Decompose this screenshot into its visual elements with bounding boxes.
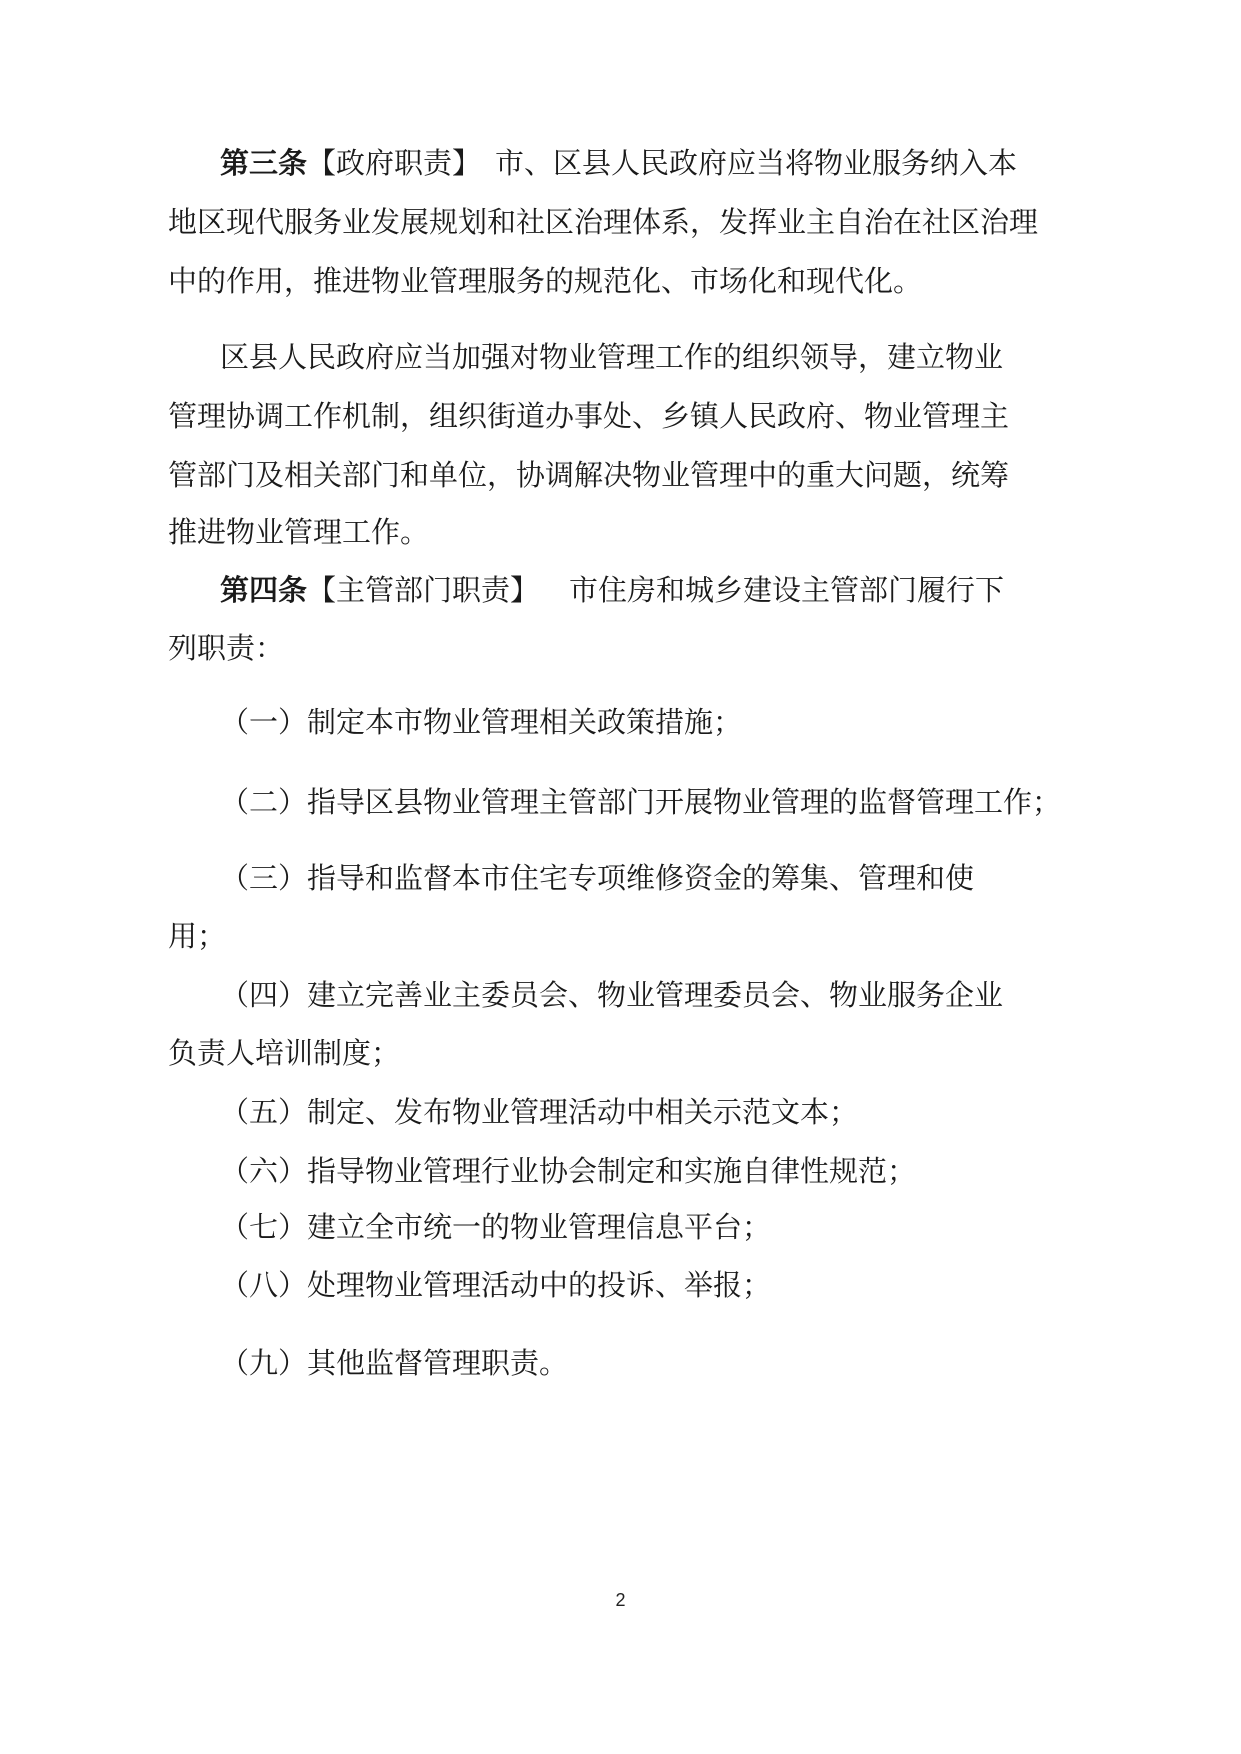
article-3-title: 【政府职责】: [307, 146, 482, 180]
list-item: （九）其他监督管理职责。: [220, 1346, 569, 1380]
article-3-paragraph-2-line: 推进物业管理工作。: [168, 515, 430, 549]
article-4-first-line: [220, 570, 1004, 610]
article-3-paragraph-2-line: 区县人民政府应当加强对物业管理工作的组织领导，建立物业: [220, 340, 1004, 374]
article-3-first-line: [220, 143, 1017, 183]
list-item: （七）建立全市统一的物业管理信息平台；: [220, 1210, 772, 1244]
article-3-text: 市、区县人民政府应当将物业服务纳入本: [495, 146, 1018, 180]
list-item: （一）制定本市物业管理相关政策措施；: [220, 705, 743, 739]
article-4-title: 【主管部门职责】: [307, 573, 540, 607]
article-3-line: 地区现代服务业发展规划和社区治理体系，发挥业主自治在社区治理: [168, 205, 1039, 239]
list-item: （五）制定、发布物业管理活动中相关示范文本；: [220, 1095, 859, 1129]
article-4-heading: 第四条: [220, 573, 308, 607]
list-item: （三）指导和监督本市住宅专项维修资金的筹集、管理和使: [220, 861, 975, 895]
list-item: （六）指导物业管理行业协会制定和实施自律性规范；: [220, 1154, 917, 1188]
article-3-paragraph-2-line: 管部门及相关部门和单位，协调解决物业管理中的重大问题，统筹: [168, 458, 1010, 492]
article-3-paragraph-2-line: 管理协调工作机制，组织街道办事处、乡镇人民政府、物业管理主: [168, 399, 1010, 433]
list-item: （八）处理物业管理活动中的投诉、举报；: [220, 1268, 772, 1302]
list-item: （二）指导区县物业管理主管部门开展物业管理的监督管理工作；: [220, 785, 1062, 819]
article-4-text: 市住房和城乡建设主管部门履行下: [569, 573, 1005, 607]
article-3-line: 中的作用，推进物业管理服务的规范化、市场化和现代化。: [168, 264, 923, 298]
page-number: 2: [615, 1590, 626, 1610]
list-item-continuation: 负责人培训制度；: [168, 1036, 401, 1070]
list-item: （四）建立完善业主委员会、物业管理委员会、物业服务企业: [220, 978, 1004, 1012]
article-3-heading: 第三条: [220, 146, 308, 180]
list-item-continuation: 用；: [168, 919, 227, 953]
article-4-line: 列职责：: [168, 631, 285, 665]
